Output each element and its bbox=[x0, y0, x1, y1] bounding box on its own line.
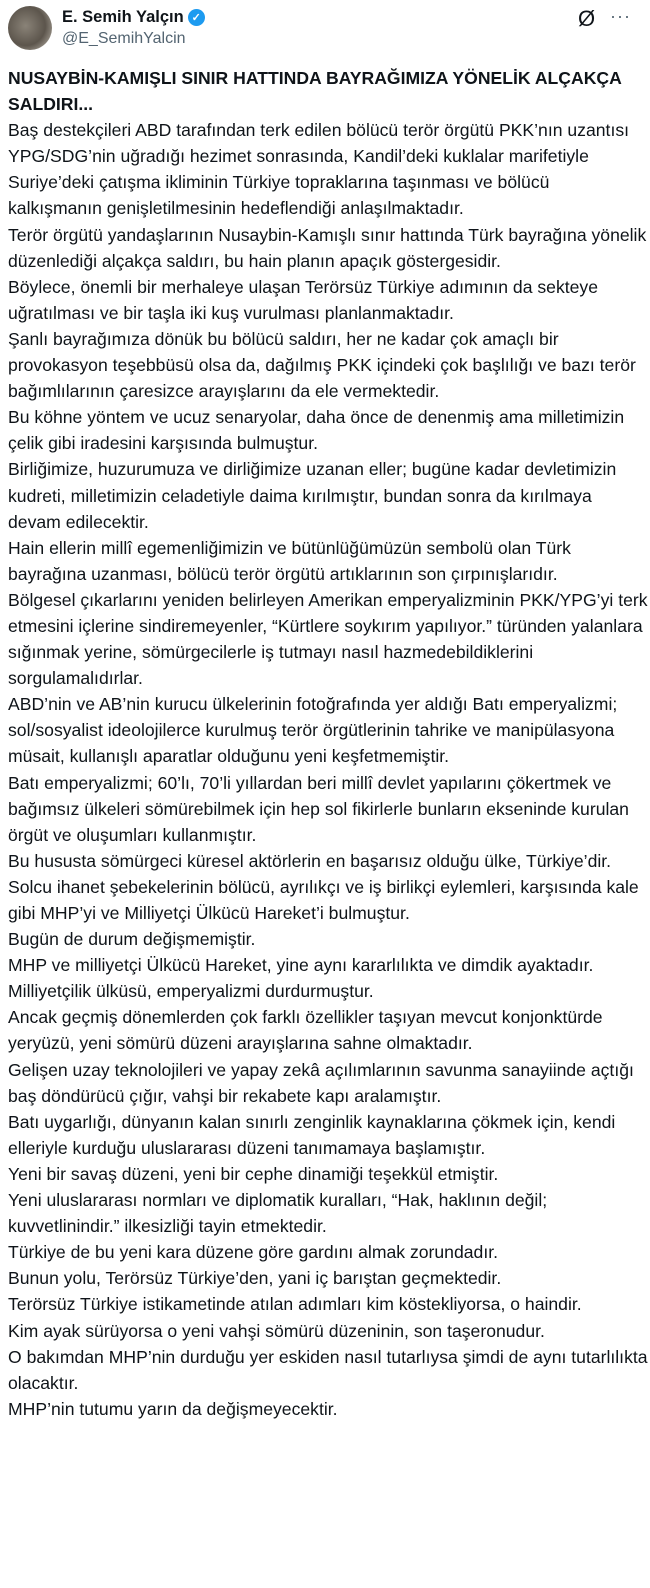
tweet-paragraph: Terörsüz Türkiye istikametinde atılan adımları kim köstekliyorsa, o haindir. bbox=[8, 1294, 582, 1315]
author-name-row[interactable] bbox=[62, 8, 205, 27]
tweet-paragraph: Hain ellerin millî egemenliğimizin ve bütünlüğümüzün sembolü olan Türk bayrağına uzanması, bölücü terör örgütü artıklarının son çırpınışlarıdır. bbox=[8, 537, 571, 584]
tweet-paragraph: Yeni bir savaş düzeni, yeni bir cephe dinamiği teşekkül etmiştir. bbox=[8, 1163, 499, 1184]
more-options-icon[interactable]: ··· bbox=[610, 6, 631, 26]
tweet-paragraph: Türkiye de bu yeni kara düzene göre gardını almak zorundadır. bbox=[8, 1242, 498, 1263]
tweet-paragraph: Baş destekçileri ABD tarafından terk edilen bölücü terör örgütü PKK’nın uzantısı YPG/SDG’nin uğradığı hezimet sonrasında, Kandil’deki kuklalar marifetiyle Suriye’deki çatışma ikliminin Türkiye topraklarına taşınması ve bölücü kalkışmanın genişletilmesinin hedeflendiği anlaşılmaktadır. bbox=[8, 120, 630, 219]
tweet-paragraph: Bugün de durum değişmemiştir. bbox=[8, 929, 256, 950]
tweet-paragraph: MHP ve milliyetçi Ülkücü Hareket, yine aynı kararlılıkta ve dimdik ayaktadır. bbox=[8, 955, 594, 976]
tweet-paragraph: Batı uygarlığı, dünyanın kalan sınırlı zenginlik kaynaklarına çökmek için, kendi elleriyle kurduğu uluslararası düzeni tanımamaya başlamıştır. bbox=[8, 1111, 616, 1158]
tweet-paragraph: Böylece, önemli bir merhaleye ulaşan Terörsüz Türkiye adımının da sekteye uğratılması ve bir taşla iki kuş vurulması planlanmaktadır. bbox=[8, 276, 599, 323]
tweet-paragraph: Bunun yolu, Terörsüz Türkiye’den, yani iç barıştan geçmektedir. bbox=[8, 1268, 502, 1289]
tweet-paragraph: Ancak geçmiş dönemlerden çok farklı özellikler taşıyan mevcut konjonktürde yeryüzü, yeni sömürü düzeni arayışlarına sahne olmaktadır. bbox=[8, 1007, 603, 1054]
tweet-paragraph: Bu hususta sömürgeci küresel aktörlerin en başarısız olduğu ülke, Türkiye’dir. bbox=[8, 850, 612, 871]
avatar[interactable] bbox=[8, 6, 52, 50]
tweet-paragraph: Yeni uluslararası normları ve diplomatik kuralları, “Hak, haklının değil; kuvvetlinindir.” ilkesizliği tayin etmektedir. bbox=[8, 1190, 548, 1237]
tweet-paragraph: Gelişen uzay teknolojileri ve yapay zekâ açılımlarının savunma sanayiinde açtığı baş döndürücü çığır, vahşi bir rekabete kapı aralamıştır. bbox=[8, 1059, 634, 1106]
tweet-headline: NUSAYBİN-KAMIŞLI SINIR HATTINDA BAYRAĞIMIZA YÖNELİK ALÇAKÇA SALDIRI... bbox=[8, 68, 622, 115]
tweet-paragraph: Bölgesel çıkarlarını yeniden belirleyen Amerikan emperyalizminin PKK/YPG’yi terk etmesini içlerine sindiremeyenler, “Kürtlere soykırım yapılıyor.” türünden yalanlara sığınmak yerine, sömürgecilerle iş tutmayı nasıl hazmedebildiklerini sorgulamalıdırlar. bbox=[8, 589, 648, 689]
tweet-paragraph: Milliyetçilik ülküsü, emperyalizmi durdurmuştur. bbox=[8, 981, 374, 1002]
tweet-paragraphs bbox=[8, 117, 648, 1422]
tweet-paragraph: Şanlı bayrağımıza dönük bu bölücü saldırı, her ne kadar çok amaçlı bir provokasyon teşebbüsü olsa da, dağılmış PKK içindeki çok başlılığı ve bazı terör bağımlılarının çaresizce arayışlarını da ele vermektedir. bbox=[8, 328, 636, 402]
tweet-text bbox=[8, 65, 648, 1422]
tweet-paragraph: O bakımdan MHP’nin durduğu yer eskiden nasıl tutarlıysa şimdi de aynı tutarlılıkta olacaktır. bbox=[8, 1346, 648, 1393]
tweet-paragraph: MHP’nin tutumu yarın da değişmeyecektir. bbox=[8, 1398, 338, 1419]
tweet-paragraph: Bu köhne yöntem ve ucuz senaryolar, daha önce de denenmiş ama milletimizin çelik gibi iradesini karşısında bulmuştur. bbox=[8, 407, 625, 454]
author-handle[interactable]: @E_SemihYalcin bbox=[62, 30, 186, 47]
verified-badge-icon: ✓ bbox=[188, 9, 205, 26]
tweet-paragraph: Terör örgütü yandaşlarının Nusaybin-Kamışlı sınır hattında Türk bayrağına yönelik düzenlediği alçakça saldırı, bu hain planın apaçık göstergesidir. bbox=[8, 224, 647, 271]
tweet-paragraph: Solcu ihanet şebekelerinin bölücü, ayrılıkçı ve iş birlikçi eylemleri, karşısında kale gibi MHP’yi ve Milliyetçi Ülkücü Hareket’i bulmuştur. bbox=[8, 876, 639, 923]
tweet-header bbox=[0, 0, 650, 64]
tweet-paragraph: Birliğimize, huzurumuza ve dirliğimize uzanan eller; bugüne kadar devletimizin kudreti, milletimizin celadetiyle daima kırılmıştır, bundan sonra da kırılmaya devam edilecektir. bbox=[8, 459, 617, 532]
tweet-paragraph: Batı emperyalizmi; 60’lı, 70’li yıllardan beri millî devlet yapılarını çökertmek ve bağımsız ülkeleri sömürebilmek için hep sol fikirlerle bunların ekseninde kurulan örgüt ve oluşumları kullanmıştır. bbox=[8, 772, 629, 845]
author-name[interactable]: E. Semih Yalçın bbox=[62, 8, 184, 26]
tweet-paragraph: Kim ayak sürüyorsa o yeni vahşi sömürü düzeninin, son taşeronudur. bbox=[8, 1320, 545, 1341]
grok-icon[interactable]: Ø bbox=[578, 6, 596, 31]
tweet-paragraph: ABD’nin ve AB’nin kurucu ülkelerinin fotoğrafında yer aldığı Batı emperyalizmi; sol/sosyalist ideolojilerce kurulmuş terör örgütlerinin tahrike ve manipülasyona müsait, kullanışlı aparatlar olduğunu yeni keşfetmemiştir. bbox=[8, 694, 618, 767]
